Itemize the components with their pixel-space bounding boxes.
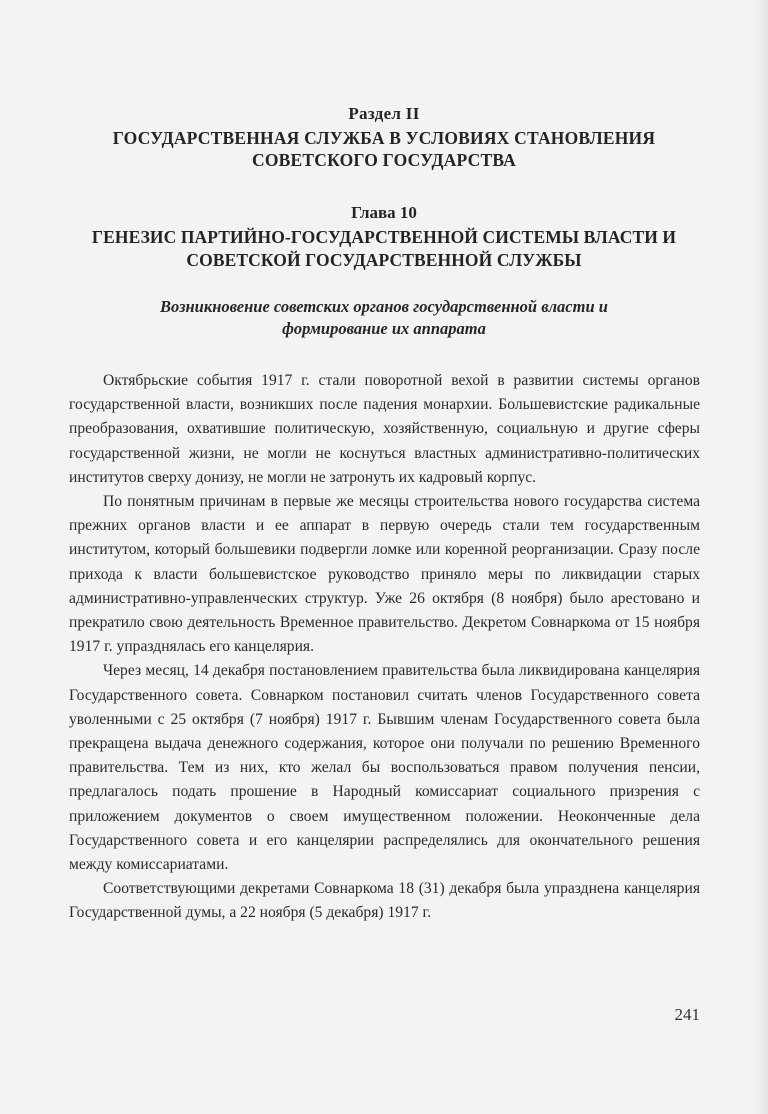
- section-title: [60, 127, 708, 171]
- chapter-title-line-1: ГЕНЕЗИС ПАРТИЙНО-ГОСУДАРСТВЕННОЙ СИСТЕМЫ ВЛАСТИ И: [91, 227, 677, 247]
- page-number: 241: [674, 1005, 700, 1024]
- section-title-line-2: СОВЕТСКОГО ГОСУДАРСТВА: [252, 150, 516, 170]
- subsection-title-line-2: формирование их аппарата: [282, 319, 486, 338]
- section-label: Раздел II: [348, 104, 420, 123]
- paragraph-1: Октябрьские события 1917 г. стали поворотной вехой в развитии системы органов государственной власти, возникших после падения монархии. Большевистские радикальные преобразования, охватившие политическую, хозяйственную, социальную и другие сферы государственной жизни, не могли не коснуться властных административно-политических институтов сверху донизу, не могли не затронуть их кадровый корпус.: [69, 372, 700, 486]
- chapter-title-line-2: СОВЕТСКОЙ ГОСУДАРСТВЕННОЙ СЛУЖБЫ: [186, 250, 582, 270]
- page-edge-shadow: [754, 0, 768, 1114]
- paragraph-4: Соответствующими декретами Совнаркома 18 (31) декабря была упразднена канцелярия Государственной думы, а 22 ноября (5 декабря) 1917 г.: [69, 880, 700, 922]
- chapter-title: [60, 226, 708, 272]
- subsection-title-line-1: Возникновение советских органов государственной власти и: [160, 297, 608, 316]
- paragraph-2: По понятным причинам в первые же месяцы строительства нового государства система прежних органов власти и ее аппарат в первую очередь стали тем государственным институтом, который большевики подвергли ломке или коренной реорганизации. Сразу после прихода к власти большевистское руководство приняло меры по ликвидации старых административно-управленческих структур. Уже 26 октября (8 ноября) было арестовано и прекратило свою деятельность Временное правительство. Декретом Совнаркома от 15 ноября 1917 г. упразднялась его канцелярия.: [69, 493, 700, 656]
- chapter-label: Глава 10: [351, 203, 417, 222]
- section-title-line-1: ГОСУДАРСТВЕННАЯ СЛУЖБА В УСЛОВИЯХ СТАНОВЛЕНИЯ: [112, 128, 656, 148]
- subsection-title: [100, 296, 668, 340]
- body-text: [69, 369, 700, 926]
- paragraph-3: Через месяц, 14 декабря постановлением правительства была ликвидирована канцелярия Государственного совета. Совнарком постановил считать членов Государственного совета уволенными с 25 октября (7 ноября) 1917 г. Бывшим членам Государственного совета была прекращена выдача денежного содержания, которое они получали по решению Временного правительства. Тем из них, кто желал бы воспользоваться правом получения пенсии, предлагалось подать прошение в Народный комиссариат социального призрения с приложением документов о своем имущественном положении. Неоконченные дела Государственного совета и его канцелярии распределялись для окончательного решения между комиссариатами.: [69, 662, 700, 874]
